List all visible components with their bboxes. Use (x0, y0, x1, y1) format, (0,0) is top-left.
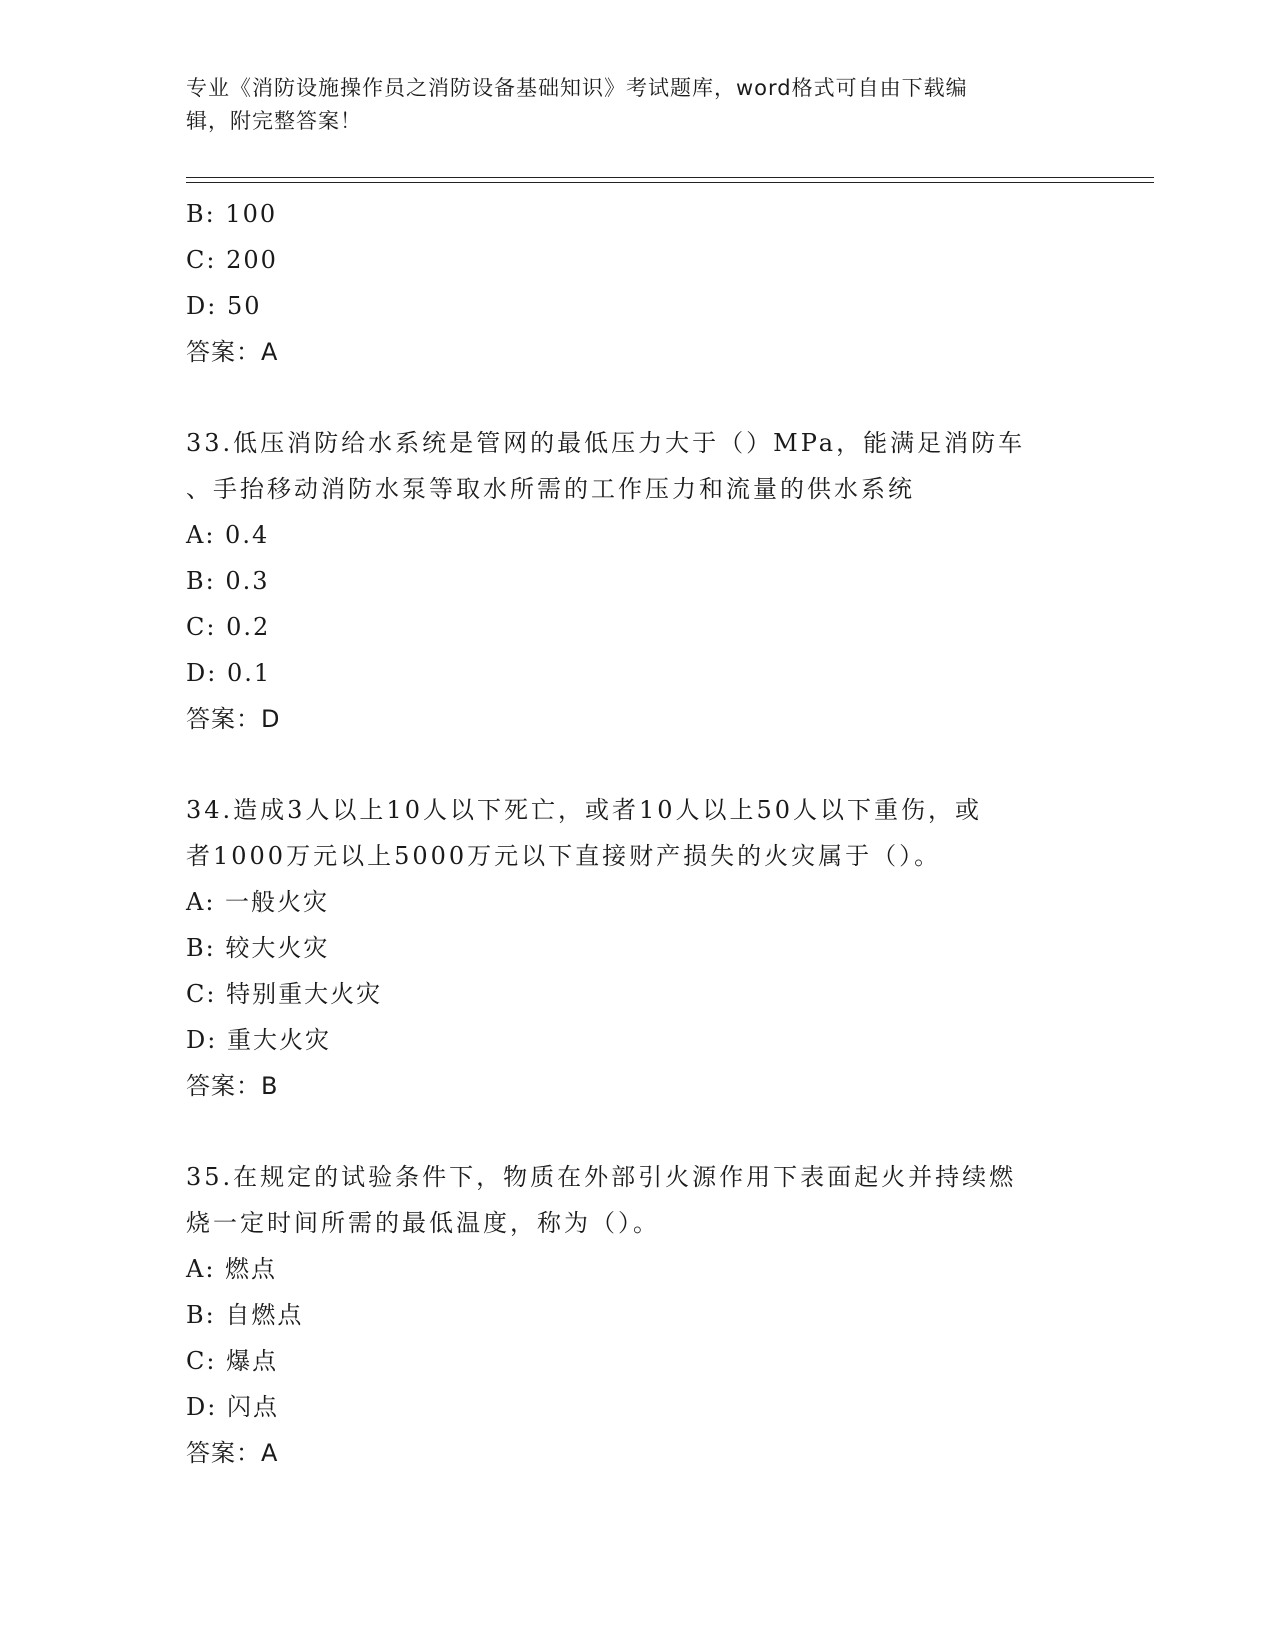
option-a: A: 燃点 (186, 1255, 278, 1283)
question-35 (186, 1154, 1086, 1476)
question-32-partial (186, 191, 1086, 375)
question-text-line: 者1000万元以上5000万元以下直接财产损失的火灾属于（）。 (186, 842, 942, 870)
option-b: B: 0.3 (186, 567, 270, 595)
option-c: C: 200 (186, 246, 278, 274)
question-text-line: 34.造成3人以上10人以下死亡，或者10人以上50人以下重伤，或 (186, 796, 983, 824)
answer: 答案：B (186, 1072, 279, 1100)
answer: 答案：A (186, 338, 279, 366)
option-b: B: 自燃点 (186, 1301, 304, 1329)
answer: 答案：A (186, 1439, 279, 1467)
question-text-line: 33.低压消防给水系统是管网的最低压力大于（）MPa，能满足消防车 (186, 429, 1026, 457)
option-c: C: 特别重大火灾 (186, 980, 383, 1008)
option-c: C: 0.2 (186, 613, 271, 641)
question-33 (186, 420, 1086, 742)
document-header (186, 72, 1086, 138)
answer: 答案：D (186, 705, 281, 733)
header-line-2: 辑，附完整答案！ (186, 109, 362, 133)
option-d: D: 0.1 (186, 659, 272, 687)
option-d: D: 闪点 (186, 1393, 279, 1421)
option-c: C: 爆点 (186, 1347, 279, 1375)
question-text-line: 、手抬移动消防水泵等取水所需的工作压力和流量的供水系统 (186, 475, 915, 503)
question-list (186, 191, 1086, 1476)
option-d: D: 50 (186, 292, 262, 320)
option-b: B: 较大火灾 (186, 934, 330, 962)
question-34 (186, 787, 1086, 1109)
option-d: D: 重大火灾 (186, 1026, 331, 1054)
option-a: A: 一般火灾 (186, 888, 330, 916)
option-a: A: 0.4 (186, 521, 270, 549)
header-rule-top (186, 177, 1154, 178)
header-rule-bottom (186, 182, 1154, 183)
question-text-line: 35.在规定的试验条件下，物质在外部引火源作用下表面起火并持续燃 (186, 1163, 1017, 1191)
header-line-1: 专业《消防设施操作员之消防设备基础知识》考试题库，word格式可自由下载编 (186, 76, 968, 100)
option-b: B: 100 (186, 200, 278, 228)
question-text-line: 烧一定时间所需的最低温度，称为（）。 (186, 1209, 660, 1237)
